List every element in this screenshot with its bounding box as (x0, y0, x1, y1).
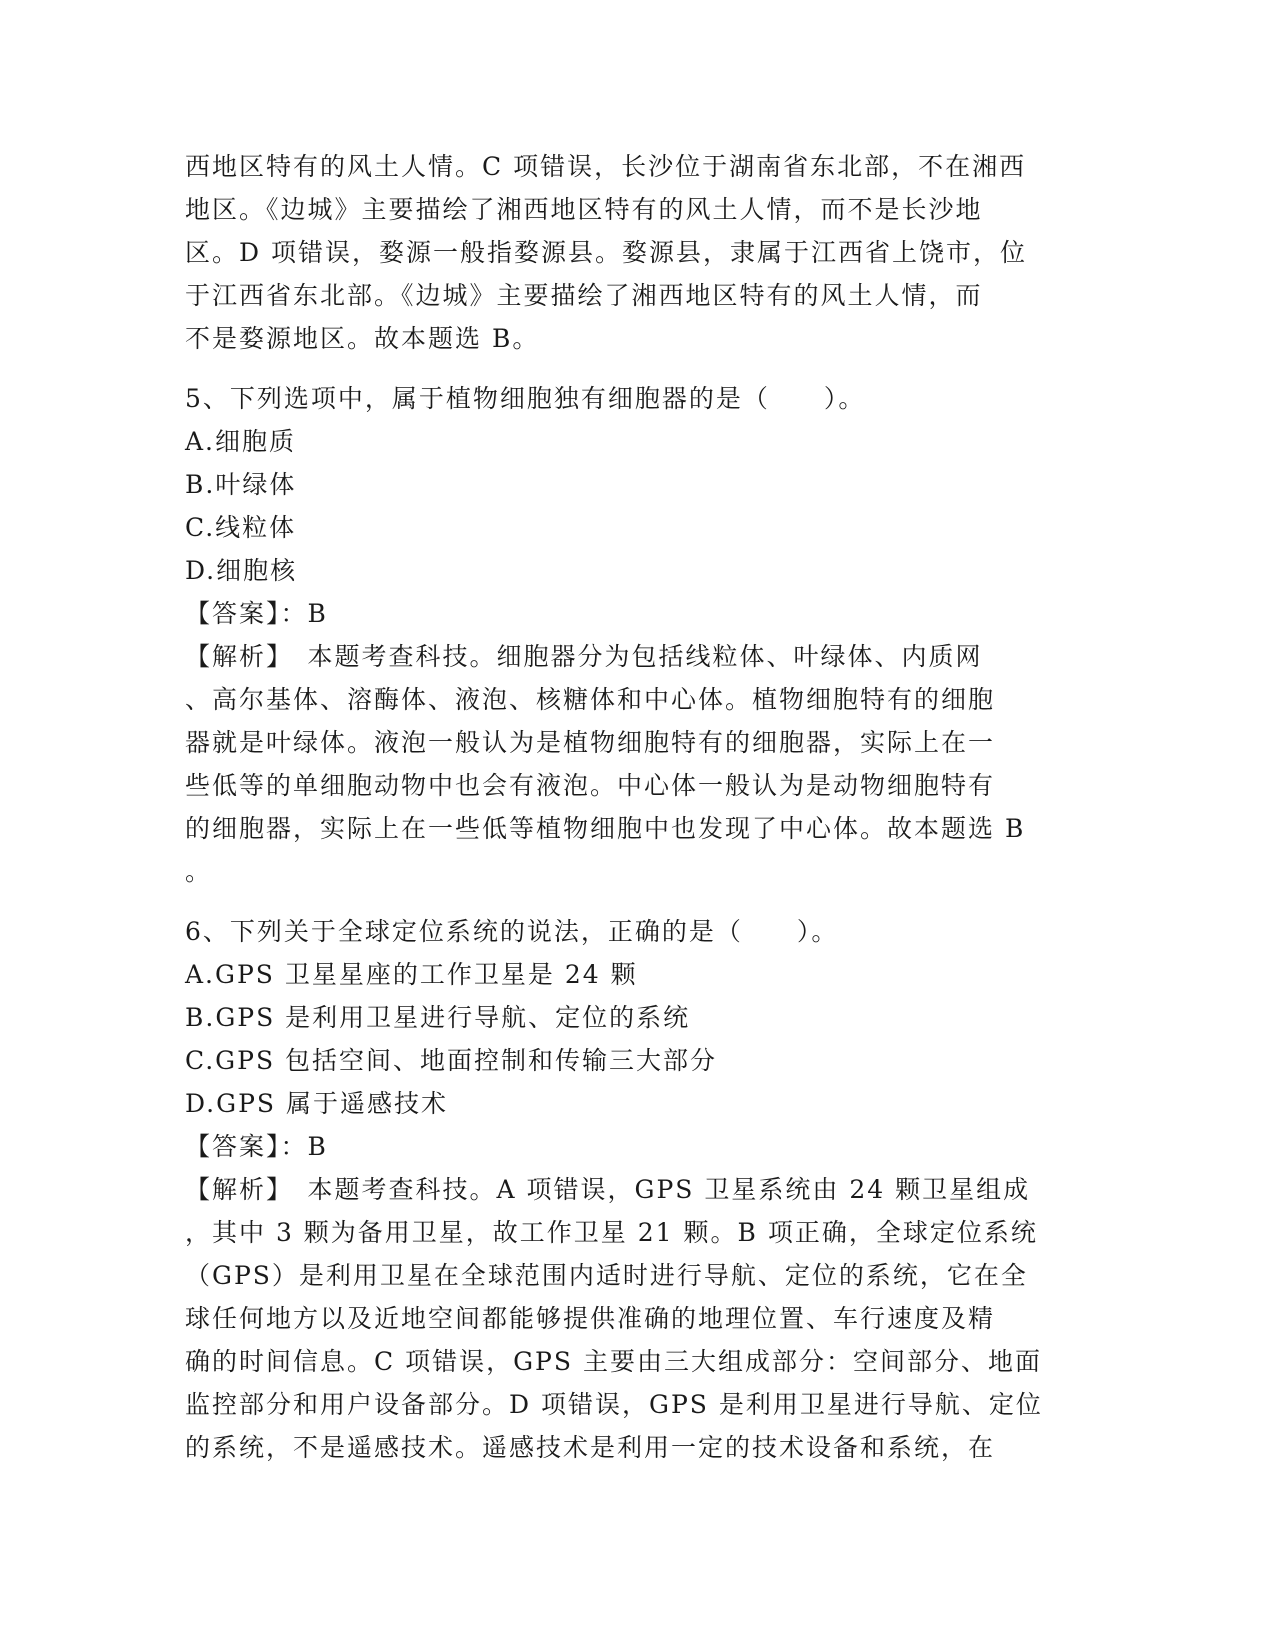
answer-line: 【答案】：B (185, 1132, 328, 1161)
answer-line: 【答案】：B (185, 599, 328, 628)
document-page (185, 145, 1085, 1469)
option-c: C.GPS 包括空间、地面控制和传输三大部分 (185, 1046, 718, 1075)
text-line: 地区。《边城》主要描绘了湘西地区特有的风土人情，而不是长沙地 (185, 195, 983, 224)
analysis-line: 些低等的单细胞动物中也会有液泡。中心体一般认为是动物细胞特有 (185, 771, 996, 800)
option-d: D.GPS 属于遥感技术 (185, 1089, 448, 1118)
analysis-line: 器就是叶绿体。液泡一般认为是植物细胞特有的细胞器，实际上在一 (185, 728, 996, 757)
text-line: 西地区特有的风土人情。C 项错误，长沙位于湖南省东北部，不在湘西 (185, 152, 1027, 181)
question-text: 6、下列关于全球定位系统的说法，正确的是（ ）。 (185, 917, 839, 946)
analysis-line: 确的时间信息。C 项错误，GPS 主要由三大组成部分：空间部分、地面 (185, 1347, 1042, 1376)
analysis-line: 【解析】 本题考查科技。细胞器分为包括线粒体、叶绿体、内质网 (185, 642, 983, 671)
analysis-line: ，其中 3 颗为备用卫星，故工作卫星 21 颗。B 项正确，全球定位系统 (185, 1218, 1038, 1247)
analysis-line: 球任何地方以及近地空间都能够提供准确的地理位置、车行速度及精 (185, 1304, 996, 1333)
analysis-line: 、高尔基体、溶酶体、液泡、核糖体和中心体。植物细胞特有的细胞 (185, 685, 996, 714)
analysis-line: 的系统，不是遥感技术。遥感技术是利用一定的技术设备和系统，在 (185, 1433, 996, 1462)
option-b: B.叶绿体 (185, 470, 297, 499)
analysis-line: （GPS）是利用卫星在全球范围内适时进行导航、定位的系统，它在全 (185, 1261, 1028, 1290)
option-b: B.GPS 是利用卫星进行导航、定位的系统 (185, 1003, 691, 1032)
spacer (185, 360, 1085, 377)
intro-paragraph (185, 145, 1085, 360)
question-5 (185, 377, 1085, 893)
analysis-line: 监控部分和用户设备部分。D 项错误，GPS 是利用卫星进行导航、定位 (185, 1390, 1043, 1419)
text-line: 于江西省东北部。《边城》主要描绘了湘西地区特有的风土人情，而 (185, 281, 983, 310)
text-line: 区。D 项错误，婺源一般指婺源县。婺源县，隶属于江西省上饶市，位 (185, 238, 1027, 267)
spacer (185, 893, 1085, 910)
option-a: A.细胞质 (185, 427, 297, 456)
question-text: 5、下列选项中，属于植物细胞独有细胞器的是（ ）。 (185, 384, 866, 413)
option-c: C.线粒体 (185, 513, 297, 542)
text-line: 不是婺源地区。故本题选 B。 (185, 324, 540, 353)
analysis-line: 。 (185, 857, 213, 886)
option-d: D.细胞核 (185, 556, 298, 585)
option-a: A.GPS 卫星星座的工作卫星是 24 颗 (185, 960, 638, 989)
analysis-line: 的细胞器，实际上在一些低等植物细胞中也发现了中心体。故本题选 B (185, 814, 1026, 843)
analysis-line: 【解析】 本题考查科技。A 项错误，GPS 卫星系统由 24 颗卫星组成 (185, 1175, 1031, 1204)
question-6 (185, 910, 1085, 1469)
